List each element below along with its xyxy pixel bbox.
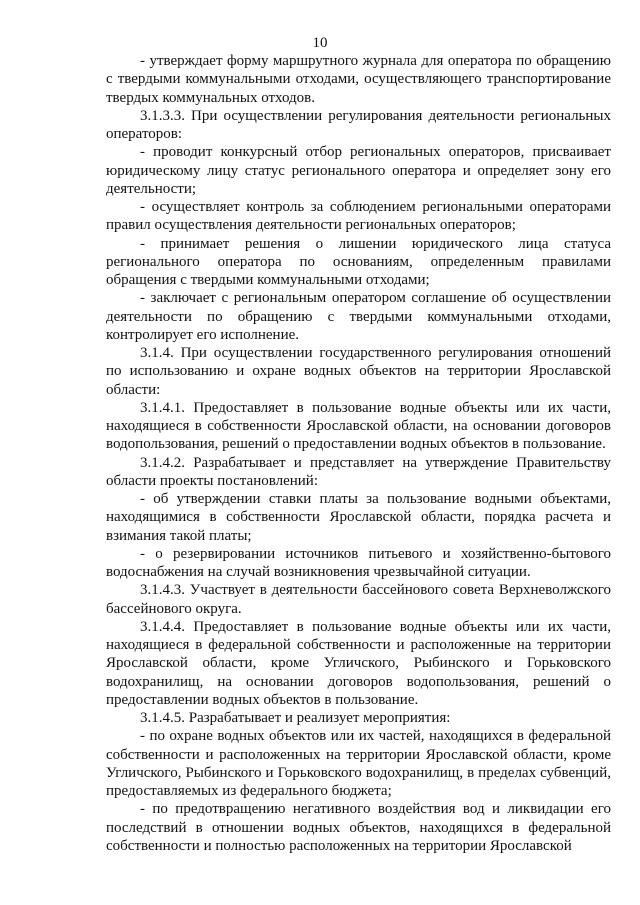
paragraph-14: 3.1.4.5. Разрабатывает и реализует мероприятия:	[140, 710, 451, 726]
paragraph-16: - по предотвращению негативного воздействия вод и ликвидации его последствий в отношении водных объектов, находящихся в федеральной собственности и полностью расположенных на территории Ярославской	[106, 801, 611, 854]
paragraph-5: - принимает решения о лишении юридического лица статуса регионального оператора по основаниям, определенным правилами обращения с твердыми коммунальными отходами;	[106, 235, 611, 288]
paragraph-3: - проводит конкурсный отбор региональных операторов, присваивает юридическому лицу статус регионального оператора и определяет зону его деятельности;	[106, 144, 611, 197]
paragraph-6: - заключает с региональным оператором соглашение об осуществлении деятельности по обращению с твердыми коммунальными отходами, контролирует его исполнение.	[106, 290, 611, 343]
paragraph-4: - осуществляет контроль за соблюдением региональными операторами правил осуществления деятельности региональных операторов;	[106, 199, 611, 234]
paragraph-10: - об утверждении ставки платы за пользование водными объектами, находящимися в собственности Ярославской области, порядка расчета и взимания такой платы;	[106, 491, 611, 544]
paragraph-11: - о резервировании источников питьевого и хозяйственно-бытового водоснабжения на случай возникновения чрезвычайной ситуации.	[106, 545, 611, 580]
paragraph-13: 3.1.4.4. Предоставляет в пользование водные объекты или их части, находящиеся в федеральной собственности и расположенные на территории Ярославской области, кроме Угличского, Рыбинского и Горьковского водохранилищ, на основании договоров водопользования, решений о предоставлении водных объектов в пользование.	[106, 618, 611, 708]
paragraph-2: 3.1.3.3. При осуществлении регулирования деятельности региональных операторов:	[106, 107, 611, 142]
paragraph-7: 3.1.4. При осуществлении государственного регулирования отношений по использованию и охране водных объектов на территории Ярославской области:	[106, 345, 611, 398]
page-number: 10	[312, 35, 328, 51]
paragraph-8: 3.1.4.1. Предоставляет в пользование водные объекты или их части, находящиеся в собственности Ярославской области, на основании договоров водопользования, решений о предоставлении водных объектов в пользование.	[106, 399, 611, 453]
paragraph-15: - по охране водных объектов или их частей, находящихся в федеральной собственности и расположенных на территории Ярославской области, кроме Угличского, Рыбинского и Горьковского водохранилищ, в пределах субвенций, предоставляемых из федерального бюджета;	[106, 728, 611, 799]
paragraph-1: - утверждает форму маршрутного журнала для оператора по обращению с твердыми коммунальными отходами, осуществляющего транспортирование твердых коммунальных отходов.	[106, 53, 611, 106]
document-body	[106, 52, 611, 855]
paragraph-12: 3.1.4.3. Участвует в деятельности бассейнового совета Верхневолжского бассейнового округа.	[106, 582, 611, 617]
paragraph-9: 3.1.4.2. Разрабатывает и представляет на утверждение Правительству области проекты постановлений:	[106, 454, 611, 489]
